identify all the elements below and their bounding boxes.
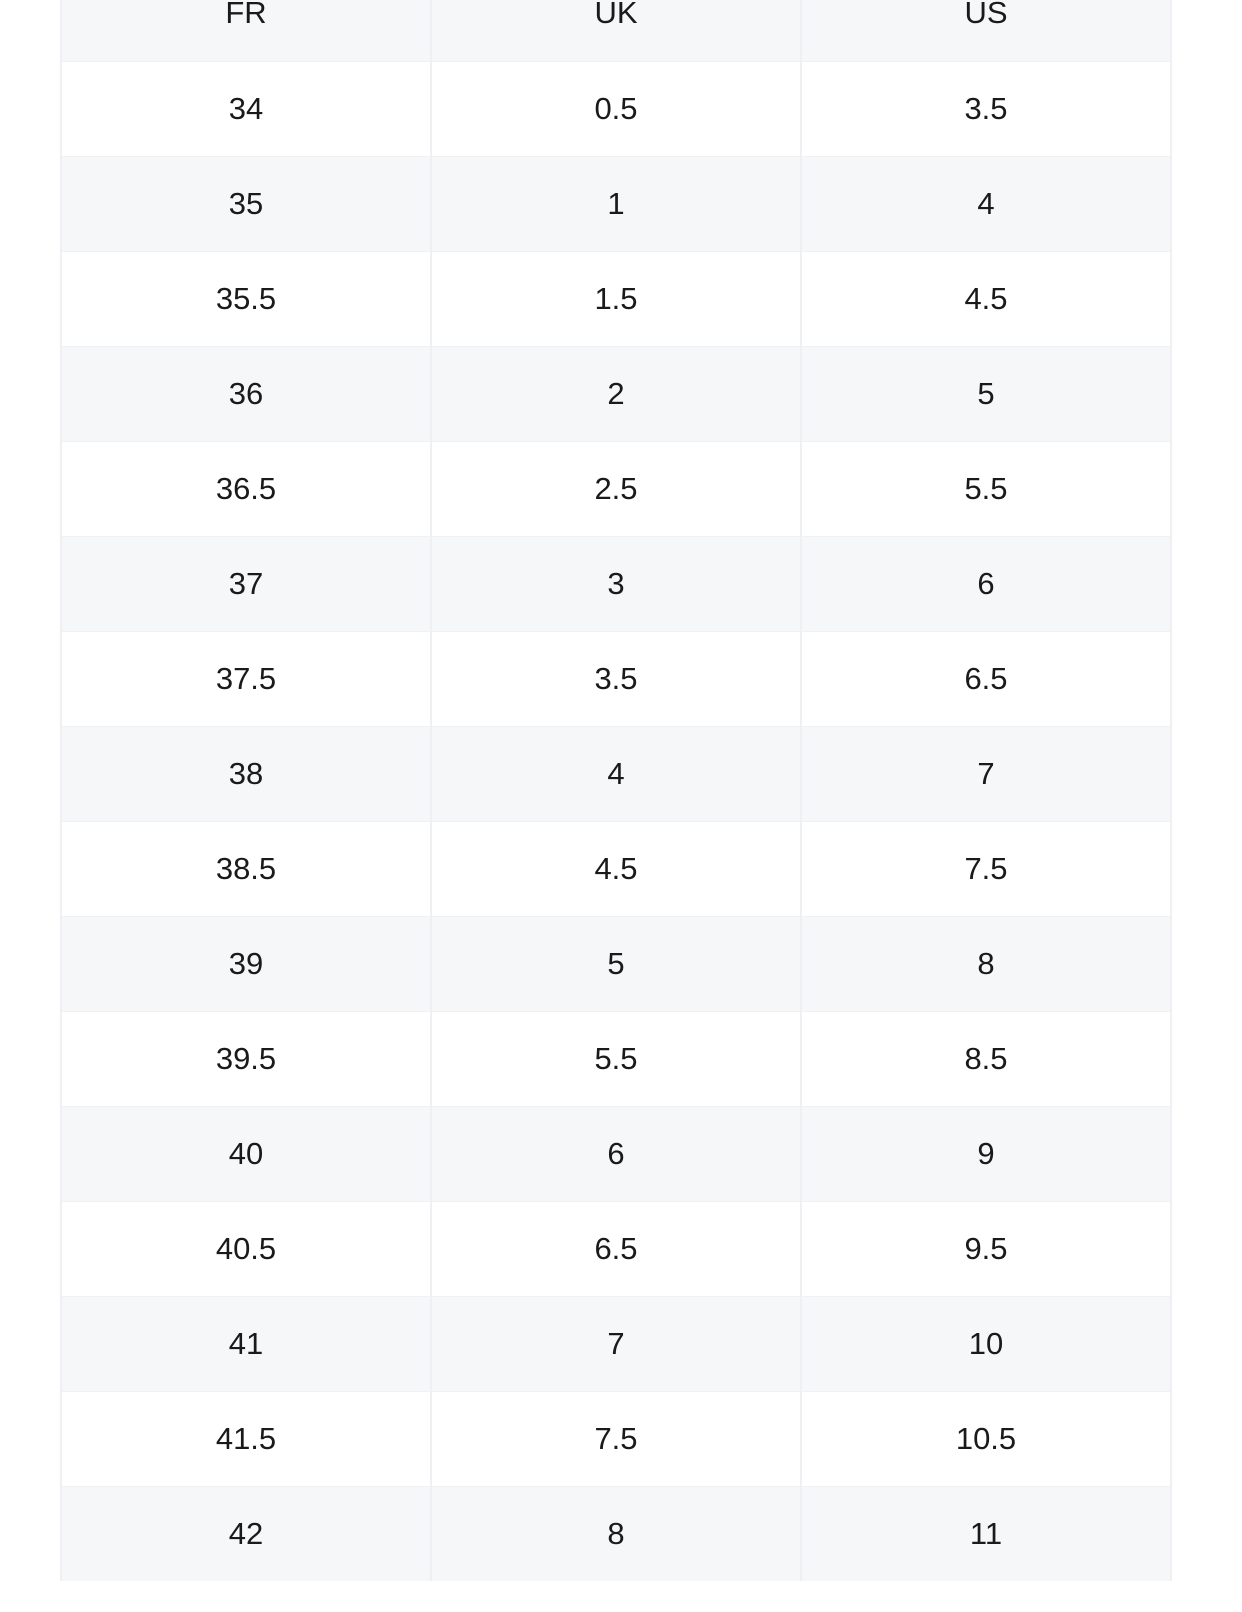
cell-us: 9.5 (801, 1201, 1171, 1296)
cell-uk: 5 (431, 916, 801, 1011)
table-row (61, 156, 1171, 251)
cell-uk: 4.5 (431, 821, 801, 916)
table-row (61, 1296, 1171, 1391)
cell-uk: 7 (431, 1296, 801, 1391)
cell-us: 5.5 (801, 441, 1171, 536)
cell-us: 5 (801, 346, 1171, 441)
cell-us: 10.5 (801, 1391, 1171, 1486)
cell-fr: 37.5 (61, 631, 431, 726)
table-row (61, 61, 1171, 156)
cell-uk: 0.5 (431, 61, 801, 156)
cell-fr: 39.5 (61, 1011, 431, 1106)
cell-uk: 2.5 (431, 441, 801, 536)
table-row (61, 346, 1171, 441)
header-fr: FR (61, 0, 431, 61)
table-row (61, 1486, 1171, 1581)
table-row (61, 1201, 1171, 1296)
cell-fr: 38.5 (61, 821, 431, 916)
cell-uk: 1.5 (431, 251, 801, 346)
cell-fr: 38 (61, 726, 431, 821)
table-row (61, 251, 1171, 346)
cell-fr: 36.5 (61, 441, 431, 536)
header-row (61, 0, 1171, 61)
cell-us: 7.5 (801, 821, 1171, 916)
cell-fr: 41 (61, 1296, 431, 1391)
table-row (61, 916, 1171, 1011)
cell-fr: 41.5 (61, 1391, 431, 1486)
cell-us: 9 (801, 1106, 1171, 1201)
cell-uk: 1 (431, 156, 801, 251)
table-row (61, 631, 1171, 726)
table-row (61, 536, 1171, 631)
cell-fr: 35.5 (61, 251, 431, 346)
cell-fr: 40 (61, 1106, 431, 1201)
table-body (61, 61, 1171, 1581)
table-row (61, 441, 1171, 536)
cell-us: 3.5 (801, 61, 1171, 156)
cell-us: 10 (801, 1296, 1171, 1391)
table-row (61, 1391, 1171, 1486)
cell-uk: 3.5 (431, 631, 801, 726)
cell-us: 11 (801, 1486, 1171, 1581)
cell-fr: 34 (61, 61, 431, 156)
cell-us: 7 (801, 726, 1171, 821)
table-row (61, 821, 1171, 916)
cell-uk: 8 (431, 1486, 801, 1581)
cell-fr: 42 (61, 1486, 431, 1581)
cell-us: 6.5 (801, 631, 1171, 726)
cell-us: 6 (801, 536, 1171, 631)
cell-uk: 3 (431, 536, 801, 631)
cell-uk: 5.5 (431, 1011, 801, 1106)
cell-fr: 37 (61, 536, 431, 631)
cell-uk: 7.5 (431, 1391, 801, 1486)
table-row (61, 1011, 1171, 1106)
table-row (61, 1106, 1171, 1201)
cell-us: 4 (801, 156, 1171, 251)
cell-uk: 4 (431, 726, 801, 821)
header-us: US (801, 0, 1171, 61)
cell-us: 4.5 (801, 251, 1171, 346)
cell-fr: 39 (61, 916, 431, 1011)
cell-us: 8 (801, 916, 1171, 1011)
header-uk: UK (431, 0, 801, 61)
table-header (61, 0, 1171, 61)
table-row (61, 726, 1171, 821)
cell-us: 8.5 (801, 1011, 1171, 1106)
cell-fr: 35 (61, 156, 431, 251)
cell-fr: 40.5 (61, 1201, 431, 1296)
cell-uk: 2 (431, 346, 801, 441)
cell-uk: 6.5 (431, 1201, 801, 1296)
cell-fr: 36 (61, 346, 431, 441)
cell-uk: 6 (431, 1106, 801, 1201)
size-conversion-table (60, 0, 1172, 1581)
